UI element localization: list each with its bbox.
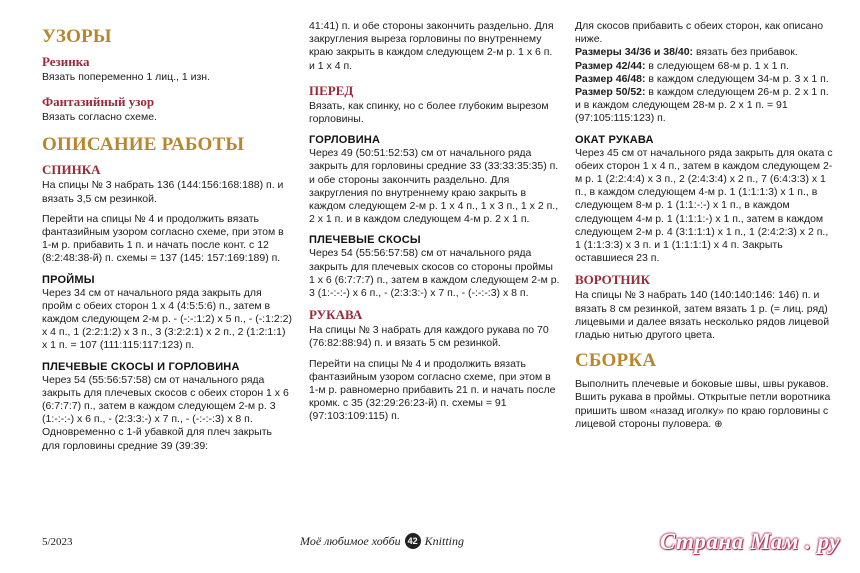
spinka-title: СПИНКА [42,162,101,178]
razmer-3 [575,73,835,86]
razmer-2-text: в следующем 68-м р. 1 х 1 п. [645,59,789,72]
end-mark-icon: ⊕ [714,418,723,430]
razmer-1-text: вязать без прибавок. [693,46,798,59]
magazine-brand: Knitting [424,533,464,548]
sborka-text [575,378,835,431]
okat-text: Через 45 см от начального ряда закрыть для оката с обеих сторон 1 х 4 п., затем в каждом следующем 2-м р. 1 (2:2:4:4) х 3 п., 2 (2:4:3:4) х 2 п., 7 (6:4:3:3) х 1 п., в каждом следующем 4-м р. 1 (1:1:1:3) х 1 п., в следующем 8-м р. 1 (1:1:-:-) х 1 п., в каждом следующем 4-м р. 1 (1:1:1:-) х 1 п., затем в каждом следующем 2-м р. 4 (3:1:1:1) х 1 п., 1 (2:4:2:3) х 2 п., 1 (1:1:3:3) х 3 п. и 1 (1:1:1:1) х 4 п. Закрыть оставшиеся 23 п. [575,146,833,265]
section-uzory: УЗОРЫ [42,26,112,47]
site-watermark-logo: Страна Мам . ру [659,529,840,554]
razmer-4-text: в каждом следующем 26-м р. 2 х 1 п. и в каждом следующем 28-м р. 2 х 1 п. = 91 (97:105:115:123) п. [575,86,829,125]
magazine-name: Моё любимое хобби [300,533,401,548]
rukava-p2: Перейти на спицы № 4 и продолжить вязать фантазийным узором согласно схеме, при этом в 1-м р. равномерно прибавить 21 п. и начать после кромк. с 35 (32:29:26:23-й) п. схемы = 91 (97:103:109:115) п. [309,357,556,423]
pleche-text: Через 54 (55:56:57:58) см от начального ряда закрыть для плечевых скосов с обеих сторон 1 х 6 (6:7:7:7) п., затем в каждом следующем 2-м р. 3 (1:-:-:-) х 6 п., - (2:3:3:-) х 7 п., - (-:-:-:3) х 8 п. [42,373,289,426]
razmer-4-label: Размер 50/52: [575,86,646,99]
vorotnik-text: На спицы № 3 набрать 140 (140:140:146: 146) п. и вязать 8 см резинкой, затем вязать 1 р. (= лиц. ряд) лицевыми и далее вязать несколько рядов лицевой гладью нитью другого цвета. [575,289,830,342]
razmer-1 [575,46,835,59]
proymy-title: ПРОЙМЫ [42,273,95,286]
pleche-title: ПЛЕЧЕВЫЕ СКОСЫ И ГОРЛОВИНА [42,360,240,373]
spinka-p2: Перейти на спицы № 4 и продолжить вязать фантазийным узором согласно схеме, при этом в 1-м р. прибавить 1 п. и начать после конт. с 12 (8:2:48:38-й) п. схемы = 137 (145: 157:169:189) п. [42,212,284,265]
page-number: 42 [405,533,421,549]
section-sborka: СБОРКА [575,350,657,372]
proymy-text: Через 34 см от начального ряда закрыть для пройм с обеих сторон 1 х 4 (4:5:5:6) п., затем в каждом следующем 2-м р. - (-:-:1:2) х 5 п., - (-:1:2:2) х 4 п., 1 (2:2:1:2) х 3 п., 3 (3:2:2:1) х 2 п., 2 (1:2:1:1) х 1 п. = 107 (111:115:117:123) п. [42,286,292,352]
razmer-1-label: Размеры 34/36 и 38/40: [575,46,694,59]
pered-title: ПЕРЕД [309,82,354,98]
gorlovina-text: Через 49 (50:51:52:53) см от начального ряда закрыть для горловины средние 33 (33:33:35:35) п. и обе стороны закончить раздельно. Для закругления по внутреннему краю закрыть в каждом следующем 2-м р. 1 х 4 п., 1 х 3 п., 1 х 2 п., 2 х 1 п. и в каждом следующем 4-м р. 2 х 1 п. [309,147,559,226]
rukava-title: РУКАВА [309,307,363,323]
column-3 [575,20,835,438]
plech-title: ПЛЕЧЕВЫЕ СКОСЫ [309,234,421,247]
razmer-2-label: Размер 42/44: [575,59,646,72]
section-opisanie: ОПИСАНИЕ РАБОТЫ [42,134,245,156]
rezinka-title: Резинка [42,54,90,69]
skos-text: Для скосов прибавить с обеих сторон, как описано ниже. [575,20,824,46]
rukava-p1: На спицы № 3 набрать для каждого рукава по 70 (76:82:88:94) п. и вязать 5 см резинкой. [309,324,549,350]
razmer-2 [575,60,835,73]
pered-text: Вязать, как спинку, но с более глубоким вырезом горловины. [309,99,549,126]
cont-text: 41:41) п. и обе стороны закончить раздельно. Для закругления выреза горловины по внутреннему краю закрыть в каждом следующем 2-м р. 1 х 6 п. и 1 х 4 п. [309,20,554,72]
razmer-4 [575,86,835,126]
sborka-body: Выполнить плечевые и боковые швы, швы рукавов. Вшить рукава в проймы. Открытые петли воротника пришить швом «назад иголку» по краю горловины с лицевой стороны пуловера. [575,378,831,430]
fant-title: Фантазийный узор [42,94,155,110]
razmer-3-text: в каждом следующем 34-м р. 3 х 1 п. [645,72,829,85]
pleche-text-2: Одновременно с 1-й убавкой для плеч закрыть для горловины средние 39 (39:39: [42,426,273,452]
fant-text: Вязать согласно схеме. [42,111,157,124]
column-2 [309,20,561,431]
razmer-3-label: Размер 46/48: [575,72,646,85]
spinka-p1: На спицы № 3 набрать 136 (144:156:168:188) п. и вязать 3,5 см резинкой. [42,179,284,205]
magazine-footer [300,533,464,549]
issue-date: 5/2023 [42,536,73,548]
okat-title: ОКАТ РУКАВА [575,133,654,146]
gorlovina-title: ГОРЛОВИНА [309,134,381,147]
column-1 [42,20,292,460]
vorotnik-title: ВОРОТНИК [575,272,651,288]
rezinka-text: Вязать попеременно 1 лиц., 1 изн. [42,71,210,83]
plech-text: Через 54 (55:56:57:58) см от начального ряда закрыть для плечевых скосов со стороны проймы 1 х 6 (6:7:7:7) п., затем в каждом следующем 2-м р. 3 (1:-:-:-) х 6 п., - (2:3:3:-) х 7 п., - (-:-:-:3) х 8 п. [309,247,560,300]
